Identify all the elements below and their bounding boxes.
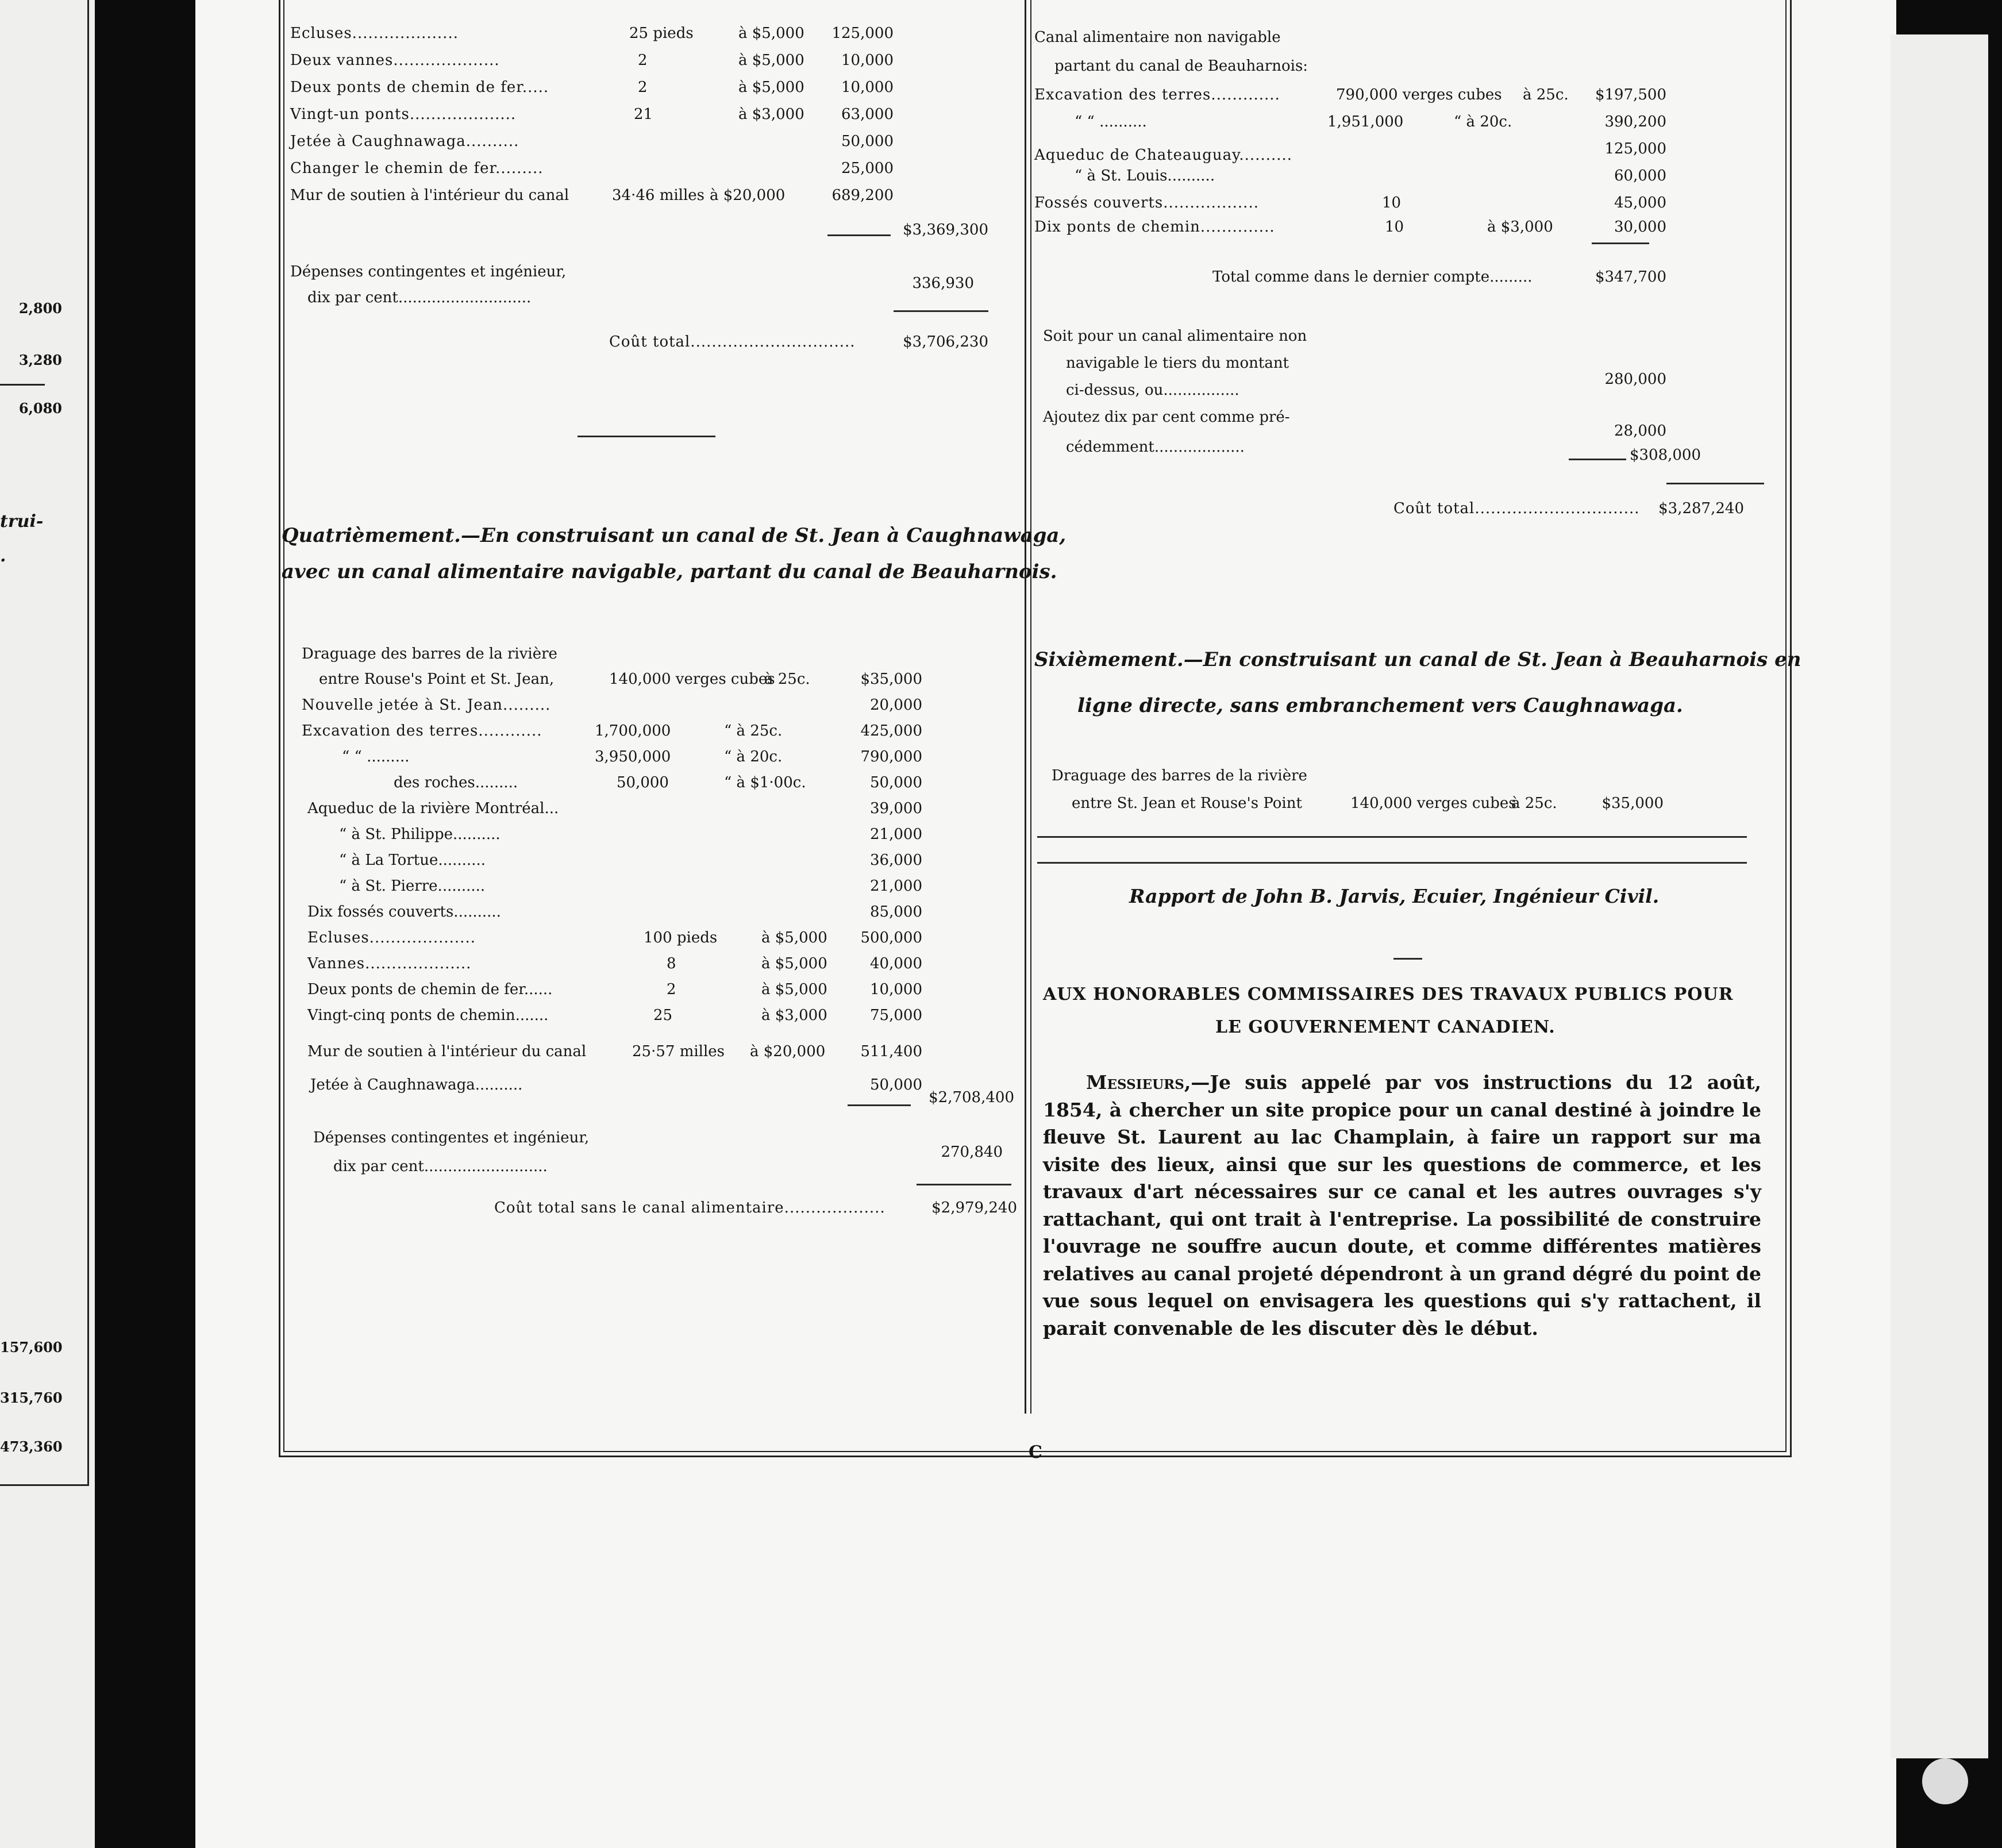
row-qty: 2 xyxy=(638,79,648,96)
letter-text: —Je suis appelé par vos instructions du 12 août, 1854, à chercher un site propice pour un canal destiné à joindre le fleuve St. Laurent au lac Champlain, à faire un rapport sur ma visite des lieux, ainsi que sur les questions de commerce, et les travaux d'art nécessaires sur ce canal et les autres ouvrages s'y rattachant, qui ont trait à l'entreprise. La possibilité de construire l'ouvrage ne souffre aucun doute, et comme différentes matières relatives au canal projeté dépendront à un grand dégré du point de vue sous lequel on envisagera les questions qui s'y rattachent, il parait convenable de les discuter dès le début. xyxy=(1043,1071,1761,1339)
row-amount: 500,000 xyxy=(860,929,922,946)
row-qty: 2 xyxy=(638,52,648,69)
row-qty: 1,951,000 xyxy=(1327,113,1404,130)
row-label: Jetée à Caughnawaga.......... xyxy=(290,133,519,150)
table-row xyxy=(302,952,1014,975)
row-label: entre St. Jean et Rouse's Point xyxy=(1072,795,1302,812)
section-rule xyxy=(1037,862,1747,864)
total-row xyxy=(302,1196,1017,1219)
total-amount: $3,287,240 xyxy=(1658,500,1744,517)
table-row xyxy=(302,875,1014,898)
ajoutez-line: cédemment................... xyxy=(1066,438,1245,456)
margin-number: 6,080 xyxy=(18,400,62,417)
table-row xyxy=(302,771,1014,794)
row-amount: 10,000 xyxy=(841,52,894,69)
address-line: LE GOUVERNEMENT CANADIEN. xyxy=(1215,1017,1556,1037)
row-rate: à $3,000 xyxy=(738,106,804,123)
row-label: Vingt-un ponts.................... xyxy=(290,106,517,123)
row-rate: “ à 25c. xyxy=(724,722,783,740)
soit-line: Soit pour un canal alimentaire non xyxy=(1043,328,1307,345)
row-label: “ “ ......... xyxy=(342,748,410,765)
row-label: Ecluses.................... xyxy=(290,25,459,42)
table-row xyxy=(302,797,1014,820)
row-amount: 511,400 xyxy=(860,1043,922,1060)
table-row xyxy=(290,22,1011,45)
row-label: Aqueduc de Chateauguay.......... xyxy=(1034,147,1293,164)
total-label: Total comme dans le dernier compte......... xyxy=(1212,268,1533,286)
contingent-amount: 336,930 xyxy=(912,275,974,292)
main-frame-right-inner xyxy=(1785,0,1787,1452)
row-rate: à $5,000 xyxy=(761,955,827,972)
row-rate: à $20,000 xyxy=(750,1043,826,1060)
section-heading: Quatrièmement.—En construisant un canal de St. Jean à Caughnawaga, xyxy=(282,524,1067,547)
row-qty: 790,000 verges cubes xyxy=(1336,86,1502,103)
row-label: Vingt-cinq ponts de chemin....... xyxy=(307,1007,549,1024)
row-qty: 3,950,000 xyxy=(595,748,671,765)
row-rate: à $5,000 xyxy=(738,25,804,42)
table-row xyxy=(290,103,1011,126)
row-label: “ à St. Pierre.......... xyxy=(339,877,486,895)
row-label: Vannes.................... xyxy=(307,955,472,972)
intro-line: Canal alimentaire non navigable xyxy=(1034,29,1281,46)
row-label: Deux vannes.................... xyxy=(290,52,500,69)
row-label: “ à St. Louis.......... xyxy=(1075,167,1215,184)
row-rate: à $5,000 xyxy=(738,79,804,96)
row-label: entre Rouse's Point et St. Jean, xyxy=(319,671,555,688)
subtotal-amount: $3,369,300 xyxy=(903,221,988,238)
subtotal-row xyxy=(290,218,1011,241)
margin-number: 2,800 xyxy=(18,300,62,317)
corner-stamp xyxy=(1922,1758,1968,1804)
row-amount: 689,200 xyxy=(831,187,894,204)
short-rule xyxy=(1393,958,1422,960)
margin-word: . xyxy=(0,546,6,566)
row-rate: “ à 20c. xyxy=(724,748,783,765)
table-row xyxy=(302,745,1014,768)
ajoutez-amount-row xyxy=(1034,419,1781,442)
section-heading: ligne directe, sans embranchement vers Caughnawaga. xyxy=(1077,694,1683,717)
row-label: Jetée à Caughnawaga.......... xyxy=(310,1076,523,1094)
total-label: Coût total............................... xyxy=(609,333,856,351)
table-row xyxy=(290,130,1011,153)
row-label: Nouvelle jetée à St. Jean......... xyxy=(302,696,551,714)
row-amount: 50,000 xyxy=(841,133,894,150)
row-amount: 50,000 xyxy=(870,1076,922,1094)
row-rate: à $5,000 xyxy=(761,929,827,946)
margin-number: 157,600 xyxy=(0,1339,63,1356)
margin-number: 315,760 xyxy=(0,1389,63,1406)
row-label: Excavation des terres............. xyxy=(1034,86,1280,103)
row-amount: 60,000 xyxy=(1614,167,1666,184)
total-rule xyxy=(1666,483,1764,484)
row-label: “ à La Tortue.......... xyxy=(339,852,486,869)
margin-number: 3,280 xyxy=(18,352,62,368)
total-row xyxy=(1034,497,1781,520)
row-rate: à 25c. xyxy=(1523,86,1569,103)
row-qty: 34·46 milles xyxy=(612,187,705,204)
row-qty: 10 xyxy=(1385,218,1404,236)
row-amount: 10,000 xyxy=(841,79,894,96)
row-amount: 36,000 xyxy=(870,852,922,869)
row-amount: 790,000 xyxy=(860,748,922,765)
address-line: AUX HONORABLES COMMISSAIRES DES TRAVAUX PUBLICS POUR xyxy=(1043,984,1734,1004)
row-label: Deux ponts de chemin de fer..... xyxy=(290,79,549,96)
row-rate: à 25c. xyxy=(1511,795,1557,812)
table-row xyxy=(1034,144,1781,167)
intro-line: partant du canal de Beauharnois: xyxy=(1054,57,1308,75)
total-label: Coût total............................... xyxy=(1393,500,1640,517)
row-amount: 25,000 xyxy=(841,160,894,177)
margin-word: trui- xyxy=(0,511,44,532)
total-row xyxy=(1034,265,1781,288)
row-qty: 100 pieds xyxy=(644,929,718,946)
row-rate: à $3,000 xyxy=(1487,218,1553,236)
table-row xyxy=(1034,164,1781,187)
row-amount: 10,000 xyxy=(870,981,922,998)
total-row xyxy=(290,330,1011,353)
total-label: Coût total sans le canal alimentaire................... xyxy=(494,1199,886,1216)
row-amount: 125,000 xyxy=(1604,140,1666,157)
table-row xyxy=(302,668,1014,691)
row-amount: 30,000 xyxy=(1614,218,1666,236)
salutation: Messieurs, xyxy=(1086,1071,1191,1094)
ajoutez-amount: 28,000 xyxy=(1614,422,1666,440)
table-row xyxy=(302,926,1014,949)
row-qty: 21 xyxy=(634,106,653,123)
row-amount: 20,000 xyxy=(870,696,922,714)
row-label: Dix fossés couverts.......... xyxy=(307,903,501,921)
row-rate: “ à $1·00c. xyxy=(724,774,806,791)
total-amount: $2,979,240 xyxy=(931,1199,1017,1216)
main-frame-left-inner xyxy=(283,0,284,1452)
row-label: Fossés couverts.................. xyxy=(1034,194,1259,211)
row-qty: 10 xyxy=(1382,194,1402,211)
row-amount: 75,000 xyxy=(870,1007,922,1024)
row-qty: 2 xyxy=(667,981,676,998)
row-label: Deux ponts de chemin de fer...... xyxy=(307,981,553,998)
row-qty: 1,700,000 xyxy=(595,722,671,740)
row-label: Dix ponts de chemin.............. xyxy=(1034,218,1275,236)
table-row xyxy=(290,157,1011,180)
report-heading: Rapport de John B. Jarvis, Ecuier, Ingénieur Civil. xyxy=(1129,885,1660,907)
row-amount: $35,000 xyxy=(1601,795,1664,812)
row-rate: “ à 20c. xyxy=(1454,113,1512,130)
row-qty: 8 xyxy=(667,955,676,972)
total-rule xyxy=(894,310,988,312)
row-amount: 39,000 xyxy=(870,800,922,817)
page-letter: C xyxy=(1029,1442,1042,1462)
contingent-amount-row xyxy=(290,272,1011,295)
contingent-line: dix par cent.......................... xyxy=(333,1158,548,1175)
row-rate: à $3,000 xyxy=(761,1007,827,1024)
row-label: Mur de soutien à l'intérieur du canal xyxy=(307,1043,587,1060)
table-row xyxy=(290,49,1011,72)
table-row xyxy=(302,978,1014,1001)
main-frame-left xyxy=(279,0,280,1457)
table-row xyxy=(302,719,1014,742)
margin-rule xyxy=(0,384,45,386)
total-rule xyxy=(917,1184,1011,1185)
contingent-line: Dépenses contingentes et ingénieur, xyxy=(290,263,567,280)
left-page-fragment xyxy=(0,0,95,1848)
row-amount: 50,000 xyxy=(870,774,922,791)
margin-number: 473,360 xyxy=(0,1438,63,1455)
left-strip-frame-bottom xyxy=(0,1484,89,1486)
table-row xyxy=(302,694,1014,717)
row-amount: 63,000 xyxy=(841,106,894,123)
row-label: Ecluses.................... xyxy=(307,929,476,946)
column-divider-2 xyxy=(1030,0,1031,1414)
subtotal-row xyxy=(302,1086,1014,1109)
contingent-amount: 270,840 xyxy=(941,1144,1003,1161)
ajoutez-sum: $308,000 xyxy=(1629,446,1701,464)
row-amount: 40,000 xyxy=(870,955,922,972)
table-row xyxy=(302,849,1014,872)
row-qty: 140,000 verges cubes xyxy=(1350,795,1516,812)
table-row xyxy=(1034,83,1781,106)
row-label: Draguage des barres de la rivière xyxy=(302,645,557,663)
table-row xyxy=(302,900,1014,923)
main-frame-right xyxy=(1790,0,1792,1457)
row-amount: 425,000 xyxy=(860,722,922,740)
table-row xyxy=(302,1004,1014,1027)
contingent-line: dix par cent............................ xyxy=(307,289,532,306)
table-row xyxy=(1034,110,1781,133)
row-qty: 50,000 xyxy=(617,774,669,791)
right-page-fragment xyxy=(1891,34,1988,1758)
row-label: Aqueduc de la rivière Montréal... xyxy=(307,800,559,817)
table-row xyxy=(290,76,1011,99)
table-row xyxy=(302,1040,1014,1063)
row-amount: 125,000 xyxy=(831,25,894,42)
row-label: Changer le chemin de fer......... xyxy=(290,160,544,177)
table-row: Draguage des barres de la rivière xyxy=(1052,767,1307,784)
row-amount: 21,000 xyxy=(870,826,922,843)
soit-amount-row xyxy=(1034,368,1781,391)
row-rate: à 25c. xyxy=(764,671,810,688)
row-rate: à $5,000 xyxy=(761,981,827,998)
letter-body xyxy=(1043,1069,1761,1342)
section-heading: avec un canal alimentaire navigable, partant du canal de Beauharnois. xyxy=(282,560,1057,583)
ajoutez-line: Ajoutez dix par cent comme pré- xyxy=(1043,409,1290,426)
contingent-line: Dépenses contingentes et ingénieur, xyxy=(313,1129,590,1146)
row-qty: 25·57 milles xyxy=(632,1043,725,1060)
row-label: Excavation des terres............ xyxy=(302,722,542,740)
row-amount: $197,500 xyxy=(1595,86,1666,103)
table-row xyxy=(1034,792,1781,815)
section-separator xyxy=(578,436,715,437)
row-qty: 25 xyxy=(653,1007,673,1024)
section-rule xyxy=(1037,836,1747,838)
row-label: Mur de soutien à l'intérieur du canal xyxy=(290,187,569,204)
section-heading: Sixièmement.—En construisant un canal de St. Jean à Beauharnois en xyxy=(1034,648,1801,671)
row-label: “ “ .......... xyxy=(1075,113,1147,130)
row-rate: à $20,000 xyxy=(710,187,786,204)
column-divider xyxy=(1025,0,1026,1414)
left-strip-frame xyxy=(87,0,89,1485)
row-amount: 85,000 xyxy=(870,903,922,921)
row-qty: 140,000 verges cubes xyxy=(609,671,775,688)
row-amount: 21,000 xyxy=(870,877,922,895)
table-row xyxy=(1034,215,1781,238)
soit-amount: 280,000 xyxy=(1604,371,1666,388)
table-row xyxy=(1034,191,1781,214)
soit-line: ci-dessus, ou................ xyxy=(1066,382,1239,399)
row-rate: à $5,000 xyxy=(738,52,804,69)
table-row xyxy=(290,184,1011,207)
subtotal-amount: $2,708,400 xyxy=(929,1089,1014,1106)
row-label: “ à St. Philippe.......... xyxy=(339,826,500,843)
soit-line: navigable le tiers du montant xyxy=(1066,355,1289,372)
row-amount: $35,000 xyxy=(860,671,922,688)
ajoutez-sum-row xyxy=(1034,444,1781,467)
table-row xyxy=(302,823,1014,846)
row-amount: 390,200 xyxy=(1604,113,1666,130)
contingent-amount-row xyxy=(302,1141,1014,1164)
row-qty: 25 pieds xyxy=(629,25,694,42)
total-amount: $3,706,230 xyxy=(903,333,988,351)
total-rule xyxy=(1592,242,1649,244)
row-label: des roches......... xyxy=(394,774,518,791)
row-amount: 45,000 xyxy=(1614,194,1666,211)
total-amount: $347,700 xyxy=(1595,268,1666,286)
